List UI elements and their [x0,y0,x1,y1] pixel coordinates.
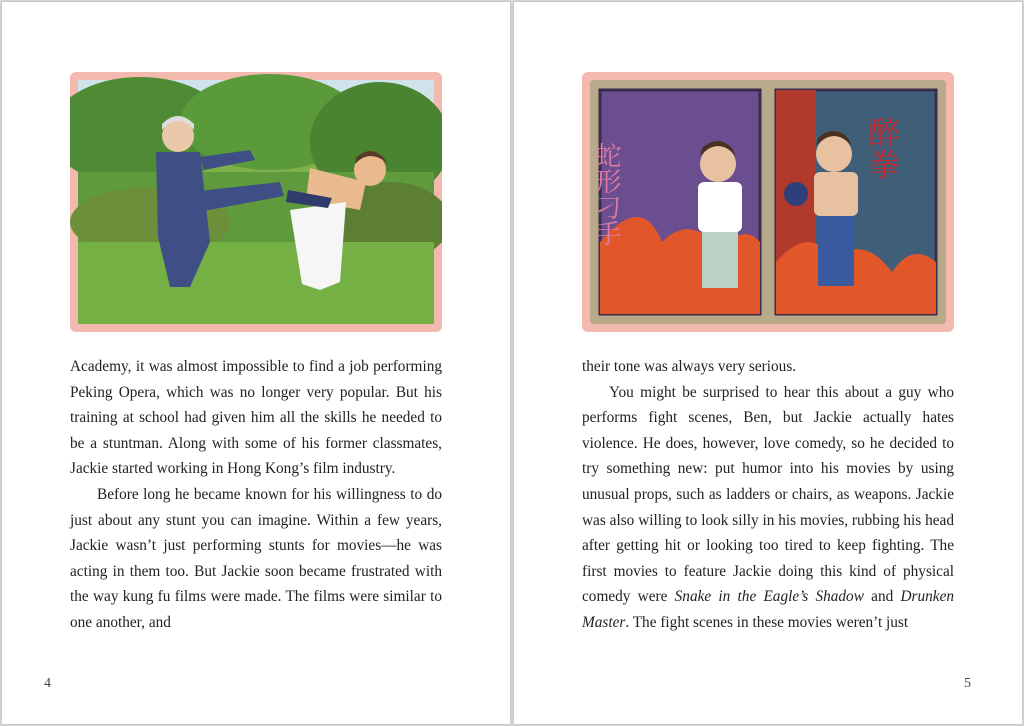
page-number: 5 [964,676,971,691]
right-page [514,2,1022,724]
paragraph-body: You might be surprised to hear this about a guy who performs fight scenes, Ben, but Jackie actually hates violence. He does, however, love comedy, so he decided to try something new: put humor into his movies by using unusual props, such as ladders or chairs, as weapons. Jackie was also willing to look silly in his movies, rubbing his head after getting hit or looking too tired to keep fighting. The first movies to feature Jackie doing this kind of physical comedy were [582,383,954,606]
movie-posters-illustration [582,72,954,332]
conjunction: and [871,588,894,606]
paragraph [582,380,954,636]
right-page-text [582,354,954,636]
paragraph: their tone was always very serious. [582,358,797,375]
page-number: 4 [44,676,51,691]
martial-arts-sparring-illustration [70,72,442,332]
poster-right-title: 醉拳 [863,116,901,180]
paragraph-end: . The fight scenes in these movies weren’t just [625,613,909,631]
paragraph: Academy, it was almost impossible to find a job performing Peking Opera, which was no longer very popular. But his training at school had given him all the skills he needed to be a stuntman. Along with some of his former classmates, Jackie started working in Hong Kong’s film industry. [70,358,442,478]
movie-title: Drunken Master [582,588,955,631]
poster-left-title: 蛇形刁手 [591,142,621,246]
paragraph: Before long he became known for his willingness to do just about any stunt you can imagine. Within a few years, Jackie wasn’t just performing stunts for movies—he was acting in them too. But Jackie soon became frustrated with the way kung fu films were made. The films were similar to one another, and [70,485,442,631]
movie-title: Snake in the Eagle’s Shadow [674,588,864,606]
left-page-text [70,354,442,636]
left-page [2,2,510,724]
